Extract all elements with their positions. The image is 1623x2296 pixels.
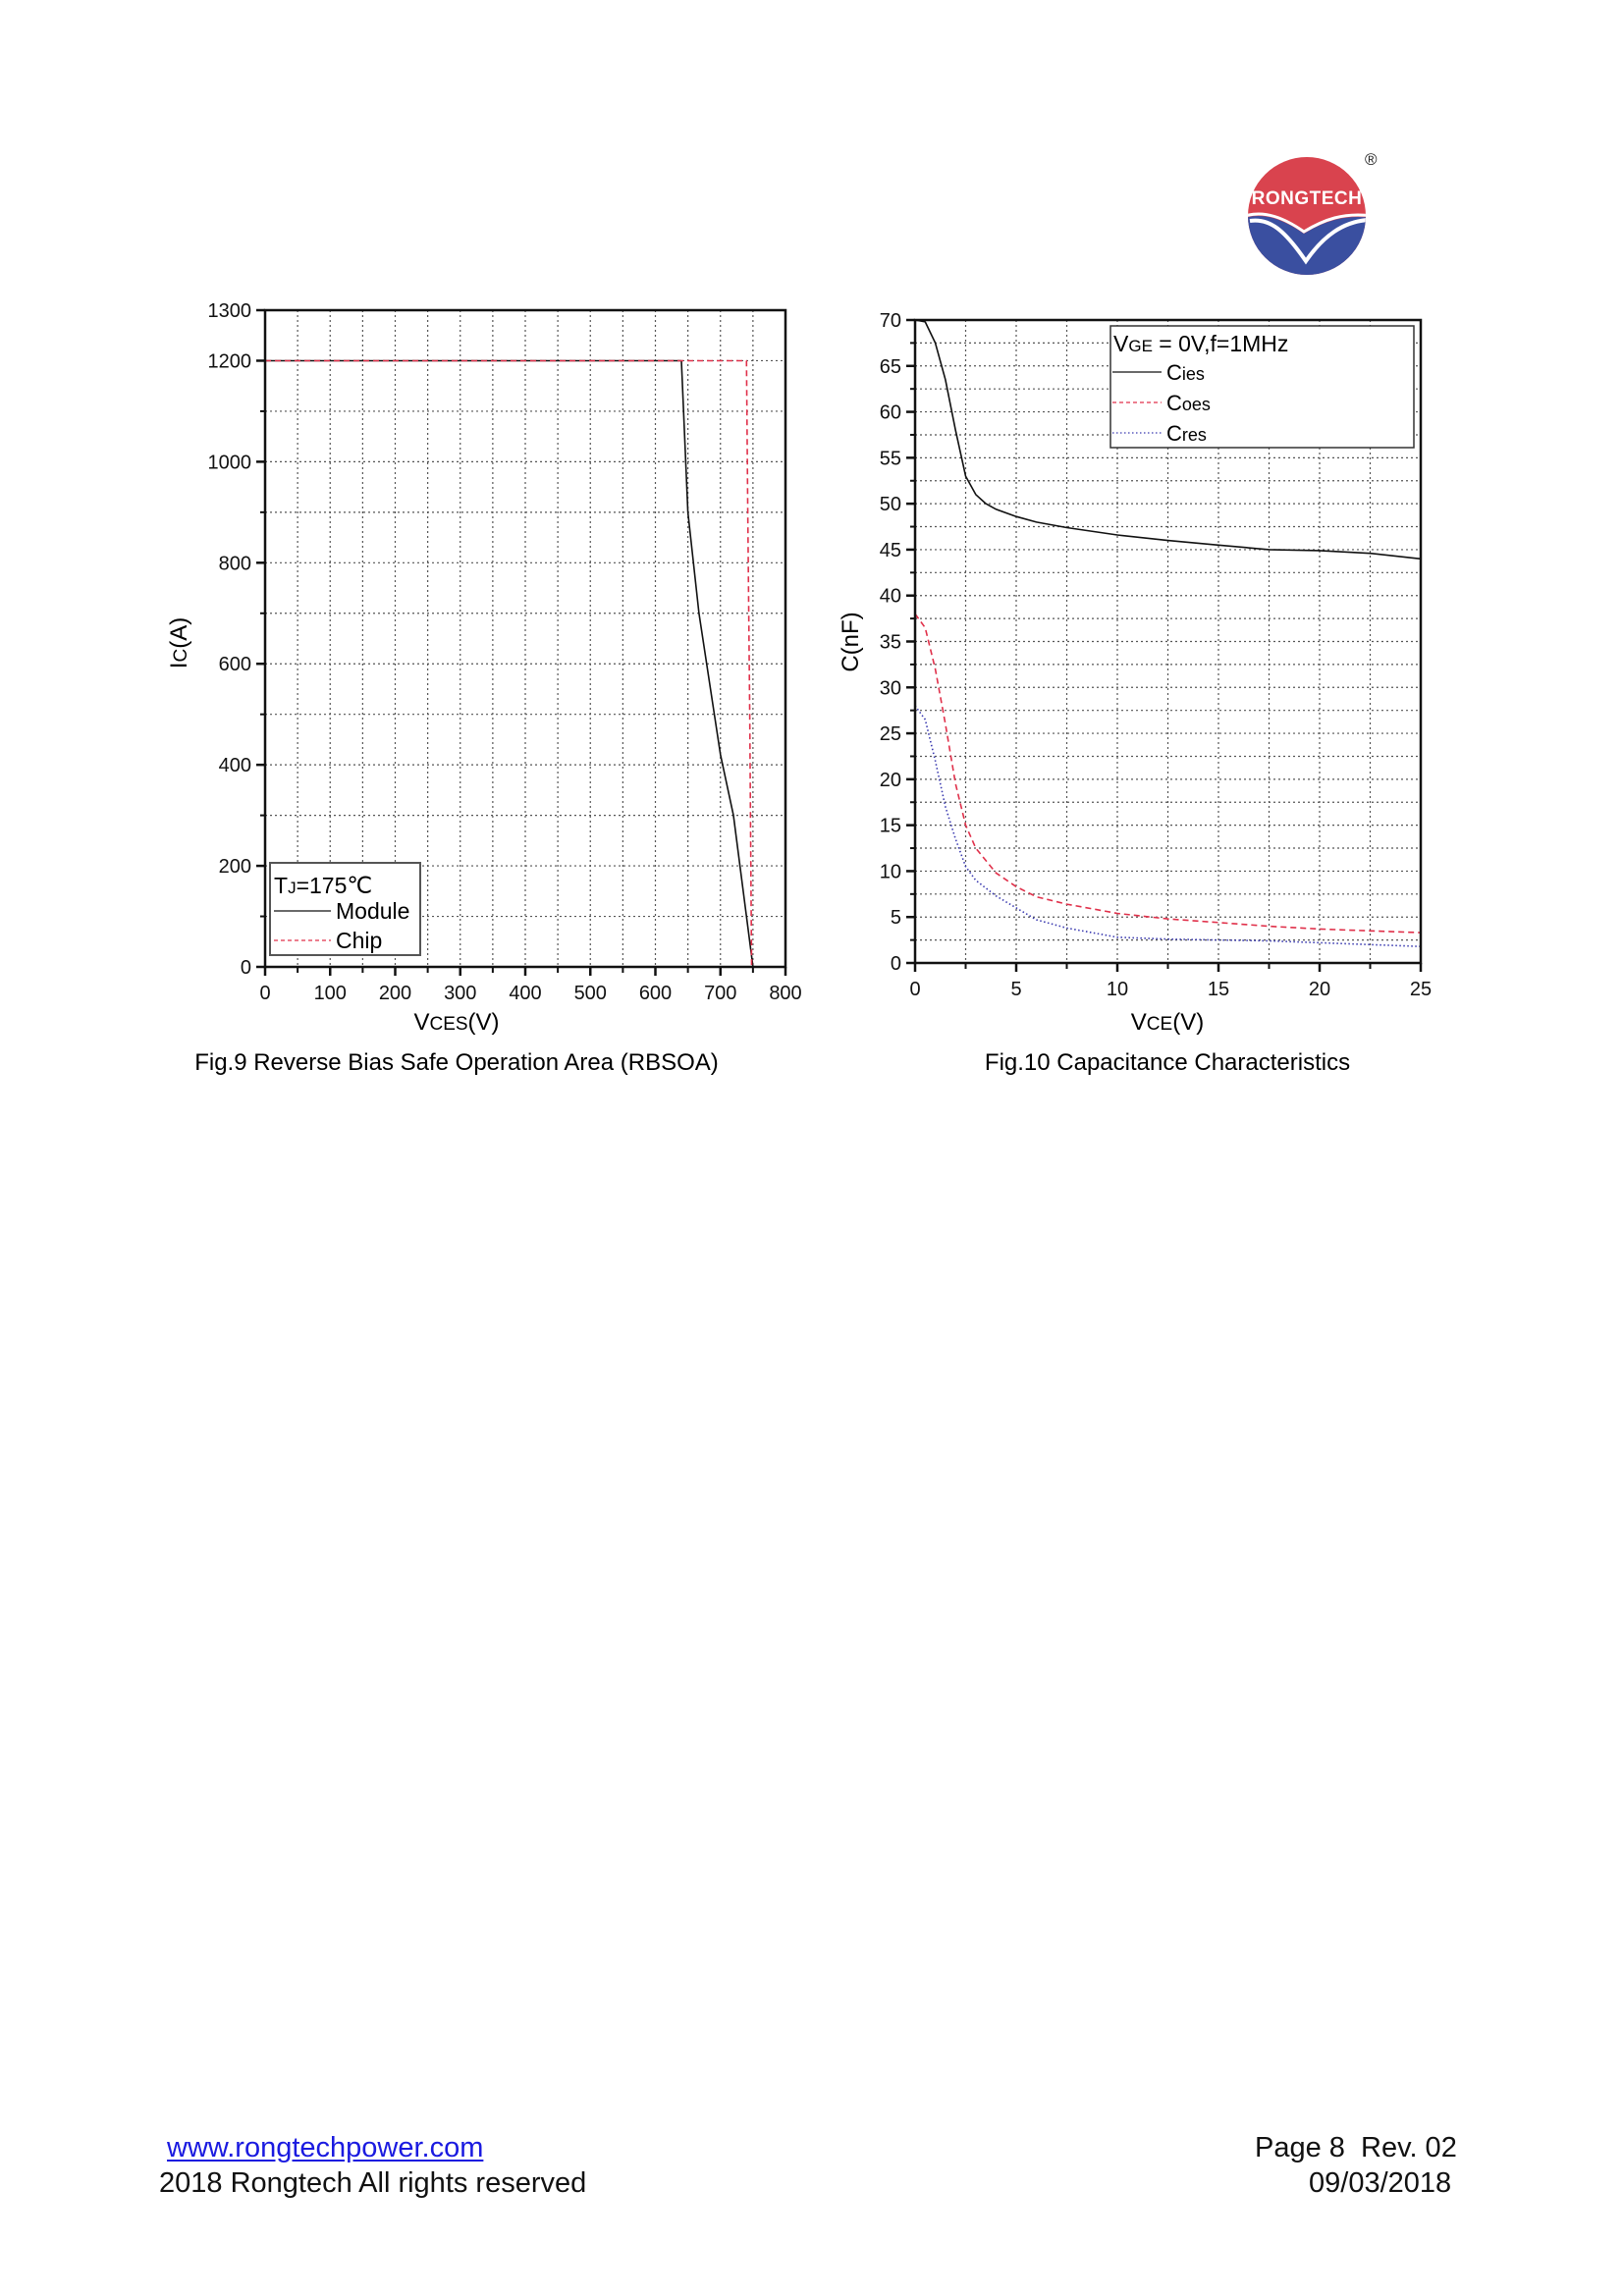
capacitance-y-label: C(nF) xyxy=(838,612,864,672)
website-link[interactable]: www.rongtechpower.com xyxy=(167,2132,484,2163)
y-tick-label: 60 xyxy=(879,401,901,424)
y-tick-label: 25 xyxy=(879,723,901,746)
x-tick-label: 100 xyxy=(313,983,347,1004)
y-tick-label: 40 xyxy=(879,585,901,608)
svg-text:TJ=175℃: TJ=175℃ xyxy=(274,873,373,898)
x-tick-label: 5 xyxy=(1010,979,1022,1000)
legend-cres-label: Cres xyxy=(1166,421,1207,446)
x-tick-label: 700 xyxy=(704,983,737,1004)
y-tick-label: 400 xyxy=(218,755,251,777)
x-tick-label: 20 xyxy=(1308,979,1331,1000)
y-tick-label: 5 xyxy=(890,907,901,930)
y-tick-label: 65 xyxy=(879,355,901,378)
revision-date: 09/03/2018 xyxy=(1309,2167,1452,2199)
x-tick-label: 15 xyxy=(1207,979,1230,1000)
rbsoa-caption: Fig.9 Reverse Bias Safe Operation Area (RBSOA) xyxy=(194,1049,719,1076)
capacitance-chart xyxy=(0,0,1473,1090)
x-tick-label: 600 xyxy=(638,983,673,1004)
x-tick-label: 200 xyxy=(378,983,412,1004)
y-tick-label: 0 xyxy=(890,953,901,975)
y-tick-label: 800 xyxy=(218,553,251,575)
x-tick-label: 300 xyxy=(444,983,477,1004)
x-tick-label: 25 xyxy=(1409,979,1433,1000)
legend-cies-label: Cies xyxy=(1166,360,1205,385)
y-tick-label: 70 xyxy=(879,310,901,332)
capacitance-x-label: VCE(V) xyxy=(1130,1009,1205,1036)
x-tick-label: 0 xyxy=(259,983,271,1004)
capacitance-legend xyxy=(1110,326,1414,448)
svg-text:VGE = 0V,f=1MHz: VGE = 0V,f=1MHz xyxy=(1113,331,1289,356)
page-revision: Page 8 Rev. 02 xyxy=(1255,2132,1457,2163)
y-tick-label: 1000 xyxy=(207,452,251,474)
y-tick-label: 55 xyxy=(879,448,901,470)
y-tick-label: 30 xyxy=(879,677,901,700)
rbsoa-y-label: IC(A) xyxy=(166,616,192,669)
x-tick-label: 0 xyxy=(909,979,921,1000)
x-tick-label: 500 xyxy=(573,983,607,1004)
y-tick-label: 50 xyxy=(879,494,901,516)
capacitance-caption: Fig.10 Capacitance Characteristics xyxy=(984,1049,1351,1076)
legend-chip-label: Chip xyxy=(336,928,383,953)
legend-coes-label: Coes xyxy=(1166,391,1211,415)
legend-module-label: Module xyxy=(336,898,410,924)
x-tick-label: 800 xyxy=(769,983,802,1004)
y-tick-label: 10 xyxy=(879,861,901,883)
y-tick-label: 0 xyxy=(240,957,251,979)
y-tick-label: 45 xyxy=(879,539,901,561)
y-tick-label: 20 xyxy=(879,769,901,791)
x-tick-label: 400 xyxy=(509,983,542,1004)
y-tick-label: 15 xyxy=(879,815,901,837)
copyright-text: 2018 Rongtech All rights reserved xyxy=(159,2167,587,2199)
registered-mark: ® xyxy=(1365,150,1378,169)
y-tick-label: 1300 xyxy=(207,300,251,322)
y-tick-label: 1200 xyxy=(207,350,251,373)
y-tick-label: 35 xyxy=(879,631,901,654)
y-tick-label: 600 xyxy=(218,654,251,676)
x-tick-label: 10 xyxy=(1106,979,1129,1000)
y-tick-label: 200 xyxy=(218,856,251,879)
rbsoa-x-label: VCES(V) xyxy=(413,1009,500,1036)
logo-text: RONGTECH xyxy=(1251,188,1363,209)
